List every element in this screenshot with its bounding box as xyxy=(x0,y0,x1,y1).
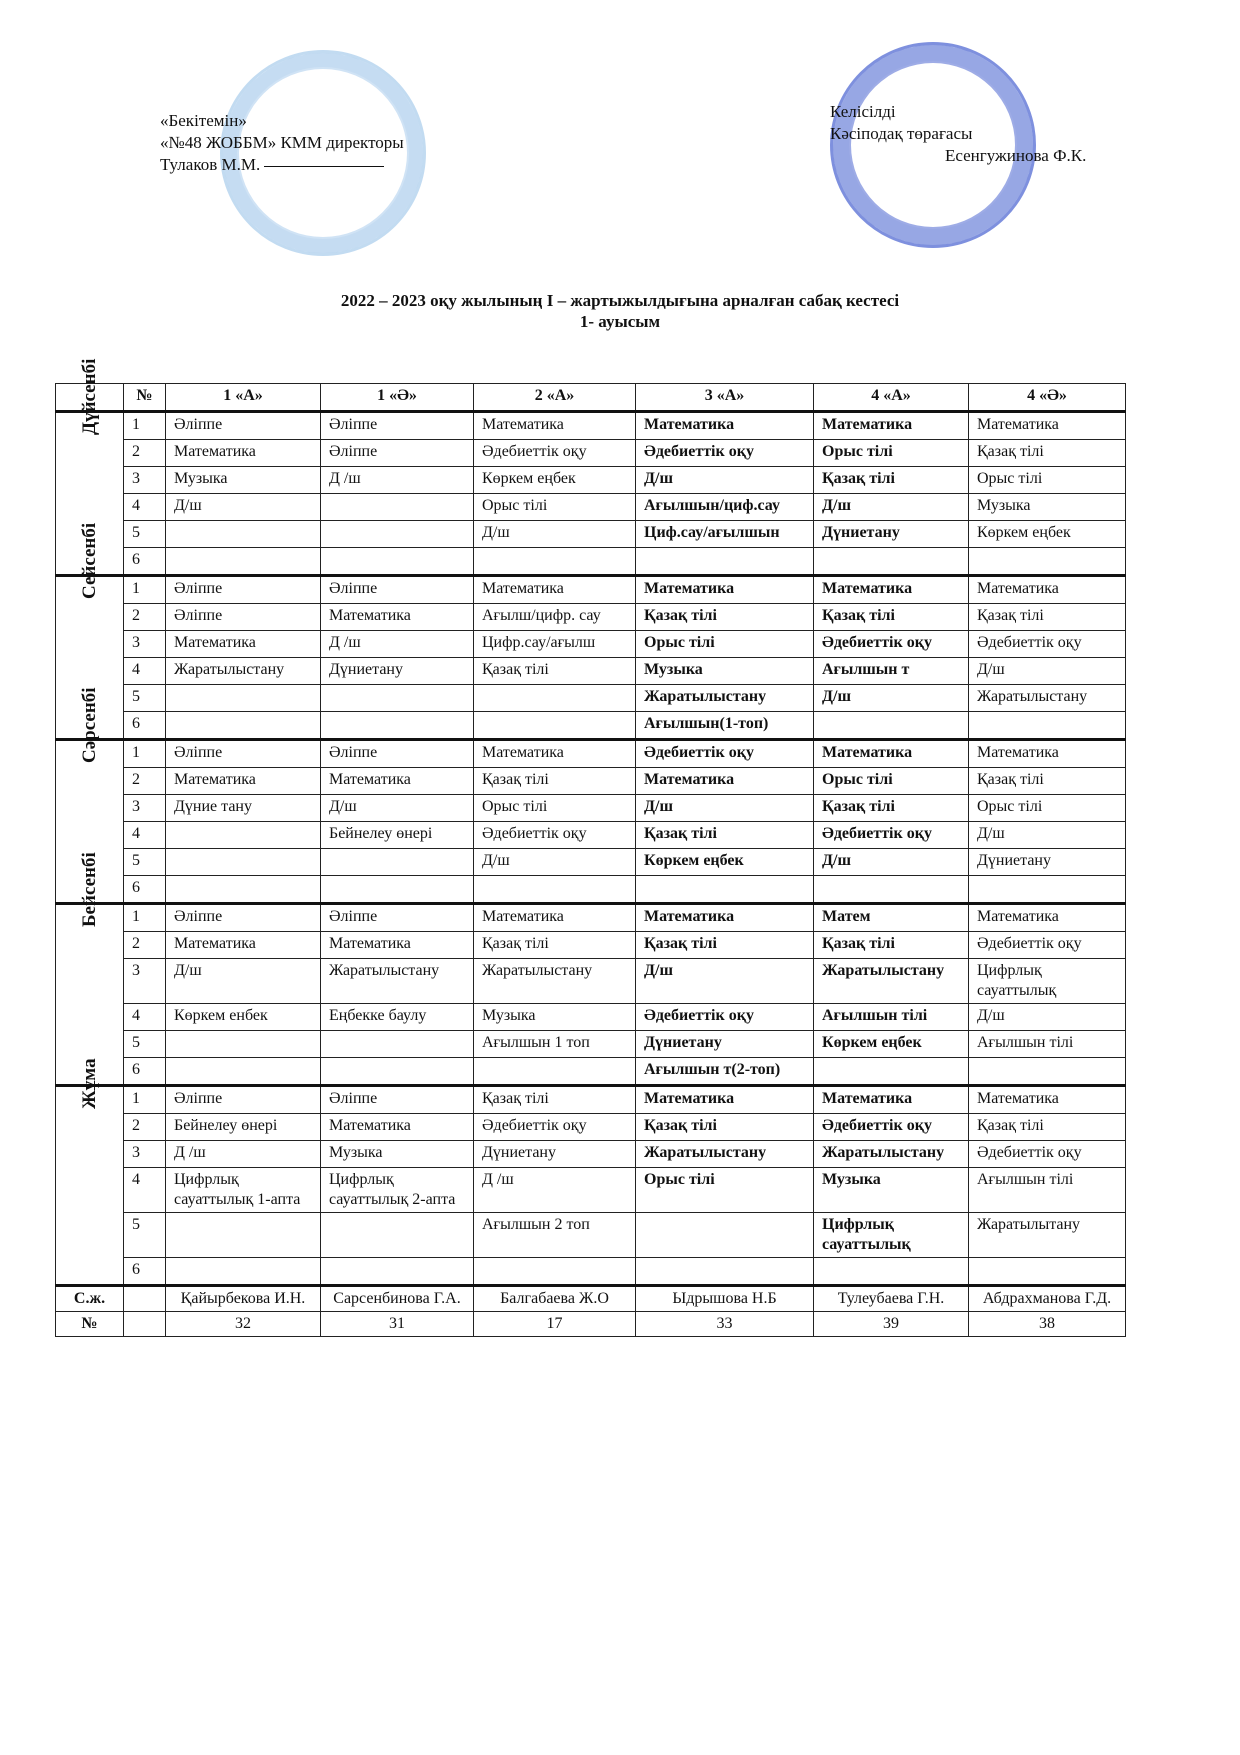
lesson-number: 3 xyxy=(124,1141,166,1168)
lesson-cell xyxy=(474,1058,636,1086)
lesson-cell: Д /ш xyxy=(474,1168,636,1213)
lesson-cell: Әдебиеттік оқу xyxy=(969,1141,1126,1168)
lesson-cell: Жаратылыстану xyxy=(166,658,321,685)
lesson-cell: Матем xyxy=(814,904,969,932)
lesson-cell: Д/ш xyxy=(969,1004,1126,1031)
lesson-cell: Математика xyxy=(321,932,474,959)
lesson-cell: Орыс тілі xyxy=(969,467,1126,494)
lesson-cell: Ағылшын тілі xyxy=(814,1004,969,1031)
lesson-cell: Қазақ тілі xyxy=(969,1114,1126,1141)
lesson-cell: Бейнелеу өнері xyxy=(166,1114,321,1141)
lesson-row xyxy=(56,1058,1126,1086)
lesson-cell xyxy=(166,1058,321,1086)
lesson-cell: Әдебиеттік оқу xyxy=(969,631,1126,658)
num-header: № xyxy=(124,384,166,412)
room-cell: 17 xyxy=(474,1312,636,1337)
lesson-cell xyxy=(474,1258,636,1286)
lesson-cell: Д/ш xyxy=(814,494,969,521)
lesson-cell: Математика xyxy=(636,768,814,795)
lesson-cell: Дүниетану xyxy=(474,1141,636,1168)
approve-line: «Бекітемін» xyxy=(160,111,247,130)
lesson-number: 1 xyxy=(124,412,166,440)
shift-line: 1- ауысым xyxy=(579,312,661,331)
lesson-row xyxy=(56,1213,1126,1258)
lesson-number: 5 xyxy=(124,1213,166,1258)
lesson-number: 3 xyxy=(124,959,166,1004)
lesson-cell: Әліппе xyxy=(321,904,474,932)
lesson-row xyxy=(56,412,1126,440)
lesson-cell xyxy=(321,1058,474,1086)
room-row xyxy=(56,1312,1126,1337)
lesson-cell: Дүние тану xyxy=(166,795,321,822)
day-label: Жұма xyxy=(78,1058,100,1109)
lesson-cell: Д/ш xyxy=(321,795,474,822)
class-header: 3 «А» xyxy=(636,384,814,412)
room-cell: 38 xyxy=(969,1312,1126,1337)
lesson-cell xyxy=(321,1213,474,1258)
lesson-cell: Әдебиеттік оқу xyxy=(814,822,969,849)
lesson-cell: Математика xyxy=(814,740,969,768)
lesson-cell: Циф.сау/ағылшын xyxy=(636,521,814,548)
lesson-number: 4 xyxy=(124,658,166,685)
lesson-cell: Әдебиеттік оқу xyxy=(474,822,636,849)
lesson-cell: Ағылшын 2 топ xyxy=(474,1213,636,1258)
lesson-cell xyxy=(969,876,1126,904)
lesson-cell: Математика xyxy=(969,904,1126,932)
lesson-cell: Математика xyxy=(814,412,969,440)
class-header: 4 «А» xyxy=(814,384,969,412)
lesson-cell: Ағылш/цифр. сау xyxy=(474,604,636,631)
lesson-cell: Қазақ тілі xyxy=(474,658,636,685)
lesson-cell: Ағылшын(1-топ) xyxy=(636,712,814,740)
lesson-number: 3 xyxy=(124,795,166,822)
lesson-cell: Орыс тілі xyxy=(814,768,969,795)
lesson-cell: Қазақ тілі xyxy=(969,768,1126,795)
lesson-cell xyxy=(636,1258,814,1286)
lesson-row xyxy=(56,795,1126,822)
lesson-cell: Әліппе xyxy=(321,576,474,604)
lesson-cell: Орыс тілі xyxy=(814,440,969,467)
lesson-cell: Музыка xyxy=(321,1141,474,1168)
lesson-cell: Д/ш xyxy=(969,822,1126,849)
lesson-row xyxy=(56,440,1126,467)
lesson-cell: Әліппе xyxy=(166,904,321,932)
lesson-cell: Бейнелеу өнері xyxy=(321,822,474,849)
title-line: 2022 – 2023 оқу жылының І – жартыжылдығына арналған сабақ кестесі xyxy=(340,291,900,310)
lesson-row xyxy=(56,1114,1126,1141)
day-label: Дүйсенбі xyxy=(78,358,100,435)
lesson-cell: Музыка xyxy=(969,494,1126,521)
lesson-number: 2 xyxy=(124,932,166,959)
lesson-cell: Қазақ тілі xyxy=(474,768,636,795)
lesson-cell: Әліппе xyxy=(166,412,321,440)
lesson-cell: Жаратылытану xyxy=(969,1213,1126,1258)
lesson-cell xyxy=(166,1258,321,1286)
lesson-cell: Математика xyxy=(166,932,321,959)
lesson-cell: Дүниетану xyxy=(969,849,1126,876)
lesson-cell xyxy=(166,876,321,904)
lesson-number: 1 xyxy=(124,1086,166,1114)
lesson-cell: Математика xyxy=(636,412,814,440)
lesson-cell: Әдебиеттік оқу xyxy=(969,932,1126,959)
lesson-cell xyxy=(814,876,969,904)
lesson-row xyxy=(56,904,1126,932)
lesson-cell: Әліппе xyxy=(166,604,321,631)
lesson-cell xyxy=(166,685,321,712)
lesson-row xyxy=(56,604,1126,631)
lesson-cell: Қазақ тілі xyxy=(636,1114,814,1141)
lesson-cell: Әліппе xyxy=(321,1086,474,1114)
lesson-cell xyxy=(321,685,474,712)
lesson-cell: Әдебиеттік оқу xyxy=(636,1004,814,1031)
lesson-cell xyxy=(166,1213,321,1258)
lesson-cell: Цифрлық сауаттылық xyxy=(969,959,1126,1004)
lesson-cell: Әліппе xyxy=(166,576,321,604)
lesson-cell: Көркем еңбек xyxy=(474,467,636,494)
lesson-cell: Қазақ тілі xyxy=(814,932,969,959)
lesson-cell: Математика xyxy=(814,576,969,604)
lesson-cell xyxy=(969,548,1126,576)
room-cell: 39 xyxy=(814,1312,969,1337)
lesson-number: 3 xyxy=(124,631,166,658)
lesson-row xyxy=(56,768,1126,795)
lesson-cell xyxy=(814,1258,969,1286)
lesson-row xyxy=(56,494,1126,521)
lesson-cell: Математика xyxy=(636,1086,814,1114)
lesson-cell: Музыка xyxy=(636,658,814,685)
lesson-cell: Қазақ тілі xyxy=(814,604,969,631)
lesson-number: 1 xyxy=(124,740,166,768)
lesson-row xyxy=(56,548,1126,576)
lesson-cell: Көркем еңбек xyxy=(636,849,814,876)
lesson-cell: Әдебиеттік оқу xyxy=(814,631,969,658)
lesson-number: 4 xyxy=(124,822,166,849)
lesson-row xyxy=(56,1258,1126,1286)
lesson-row xyxy=(56,876,1126,904)
lesson-cell: Цифрлық сауаттылық 1-апта xyxy=(166,1168,321,1213)
lesson-cell: Әдебиеттік оқу xyxy=(474,440,636,467)
lesson-cell: Орыс тілі xyxy=(474,494,636,521)
lesson-cell: Дүниетану xyxy=(636,1031,814,1058)
approval-block xyxy=(160,110,404,176)
lesson-number: 5 xyxy=(124,521,166,548)
lesson-cell: Д/ш xyxy=(636,959,814,1004)
lesson-cell: Көркем енбек xyxy=(166,1004,321,1031)
lesson-row xyxy=(56,631,1126,658)
lesson-cell: Жаратылыстану xyxy=(969,685,1126,712)
lesson-cell xyxy=(969,1258,1126,1286)
lesson-cell xyxy=(474,685,636,712)
lesson-cell: Д/ш xyxy=(814,849,969,876)
lesson-cell: Ағылшын т xyxy=(814,658,969,685)
teacher-label: С.ж. xyxy=(56,1286,124,1312)
lesson-cell: Математика xyxy=(969,576,1126,604)
lesson-cell: Математика xyxy=(321,1114,474,1141)
lesson-cell xyxy=(969,1058,1126,1086)
lesson-cell: Д/ш xyxy=(166,494,321,521)
lesson-cell: Дүниетану xyxy=(321,658,474,685)
lesson-cell xyxy=(321,548,474,576)
lesson-cell xyxy=(166,521,321,548)
lesson-cell: Жаратылыстану xyxy=(636,1141,814,1168)
lesson-number: 4 xyxy=(124,494,166,521)
header-row xyxy=(56,384,1126,412)
lesson-cell: Д/ш xyxy=(474,521,636,548)
lesson-cell: Қазақ тілі xyxy=(814,795,969,822)
lesson-cell: Математика xyxy=(474,576,636,604)
lesson-number: 2 xyxy=(124,1114,166,1141)
lesson-number: 4 xyxy=(124,1004,166,1031)
empty-cell xyxy=(124,1312,166,1337)
lesson-row xyxy=(56,521,1126,548)
lesson-cell: Әліппе xyxy=(321,740,474,768)
room-label: № xyxy=(56,1312,124,1337)
teacher-cell: Ыдрышова Н.Б xyxy=(636,1286,814,1312)
lesson-number: 6 xyxy=(124,712,166,740)
lesson-cell xyxy=(474,876,636,904)
lesson-cell xyxy=(166,1031,321,1058)
lesson-cell: Математика xyxy=(166,768,321,795)
lesson-cell: Математика xyxy=(321,604,474,631)
lesson-cell: Д/ш xyxy=(636,467,814,494)
lesson-cell: Ағылшын 1 топ xyxy=(474,1031,636,1058)
schedule-table xyxy=(55,358,1126,1337)
lesson-cell: Д /ш xyxy=(321,467,474,494)
signature-line xyxy=(264,165,384,167)
lesson-cell: Д/ш xyxy=(969,658,1126,685)
lesson-cell: Математика xyxy=(474,412,636,440)
lesson-row xyxy=(56,1004,1126,1031)
lesson-cell: Ағылшын/циф.сау xyxy=(636,494,814,521)
lesson-cell: Ағылшын тілі xyxy=(969,1031,1126,1058)
class-header: 1 «А» xyxy=(166,384,321,412)
room-cell: 33 xyxy=(636,1312,814,1337)
lesson-row xyxy=(56,932,1126,959)
lesson-cell xyxy=(321,521,474,548)
lesson-cell: Математика xyxy=(969,740,1126,768)
lesson-cell xyxy=(321,876,474,904)
lesson-cell: Әліппе xyxy=(166,740,321,768)
lesson-cell xyxy=(321,494,474,521)
lesson-cell: Әліппе xyxy=(321,412,474,440)
lesson-cell: Қазақ тілі xyxy=(474,932,636,959)
lesson-cell: Көркем еңбек xyxy=(814,1031,969,1058)
lesson-cell: Қазақ тілі xyxy=(636,932,814,959)
lesson-cell: Д/ш xyxy=(636,795,814,822)
lesson-number: 1 xyxy=(124,904,166,932)
lesson-row xyxy=(56,822,1126,849)
lesson-number: 5 xyxy=(124,1031,166,1058)
lesson-cell: Көркем еңбек xyxy=(969,521,1126,548)
lesson-cell xyxy=(474,712,636,740)
lesson-number: 6 xyxy=(124,1058,166,1086)
lesson-cell: Әдебиеттік оқу xyxy=(814,1114,969,1141)
lesson-cell: Цифрлық сауаттылық xyxy=(814,1213,969,1258)
lesson-cell: Д /ш xyxy=(166,1141,321,1168)
lesson-cell: Музыка xyxy=(166,467,321,494)
day-label: Сейсенбі xyxy=(78,522,100,599)
teacher-cell: Тулеубаева Г.Н. xyxy=(814,1286,969,1312)
lesson-cell: Д/ш xyxy=(474,849,636,876)
lesson-row xyxy=(56,658,1126,685)
lesson-row xyxy=(56,685,1126,712)
lesson-cell: Математика xyxy=(474,904,636,932)
lesson-row xyxy=(56,576,1126,604)
lesson-cell xyxy=(814,548,969,576)
agree-line: Кәсіподақ төрағасы xyxy=(830,124,973,143)
lesson-cell: Жаратылыстану xyxy=(814,959,969,1004)
lesson-cell: Қазақ тілі xyxy=(636,822,814,849)
lesson-number: 2 xyxy=(124,768,166,795)
lesson-cell: Математика xyxy=(636,576,814,604)
lesson-row xyxy=(56,740,1126,768)
room-cell: 31 xyxy=(321,1312,474,1337)
lesson-cell xyxy=(321,849,474,876)
lesson-cell: Еңбекке баулу xyxy=(321,1004,474,1031)
lesson-cell: Әдебиеттік оқу xyxy=(474,1114,636,1141)
empty-cell xyxy=(124,1286,166,1312)
lesson-cell: Математика xyxy=(636,904,814,932)
lesson-row xyxy=(56,1141,1126,1168)
lesson-row xyxy=(56,1031,1126,1058)
lesson-number: 4 xyxy=(124,1168,166,1213)
lesson-cell: Әдебиеттік оқу xyxy=(636,740,814,768)
lesson-cell: Математика xyxy=(166,440,321,467)
lesson-cell xyxy=(474,548,636,576)
lesson-cell: Д /ш xyxy=(321,631,474,658)
lesson-cell xyxy=(969,712,1126,740)
lesson-cell: Музыка xyxy=(474,1004,636,1031)
lesson-cell xyxy=(321,1031,474,1058)
lesson-number: 6 xyxy=(124,876,166,904)
approve-line: «№48 ЖОББМ» КММ директоры xyxy=(160,133,404,152)
union-chair-name: Есенгужинова Ф.К. xyxy=(945,146,1087,165)
lesson-cell: Математика xyxy=(969,1086,1126,1114)
lesson-cell: Д/ш xyxy=(166,959,321,1004)
lesson-cell: Орыс тілі xyxy=(636,1168,814,1213)
lesson-cell: Жаратылыстану xyxy=(636,685,814,712)
lesson-cell: Цифрлық сауаттылық 2-апта xyxy=(321,1168,474,1213)
lesson-number: 2 xyxy=(124,604,166,631)
lesson-cell: Әліппе xyxy=(321,440,474,467)
lesson-cell: Математика xyxy=(321,768,474,795)
lesson-cell: Жаратылыстану xyxy=(814,1141,969,1168)
lesson-number: 3 xyxy=(124,467,166,494)
teacher-cell: Абдрахманова Г.Д. xyxy=(969,1286,1126,1312)
lesson-cell xyxy=(321,1258,474,1286)
lesson-cell xyxy=(166,712,321,740)
lesson-row xyxy=(56,849,1126,876)
lesson-cell: Әдебиеттік оқу xyxy=(636,440,814,467)
lesson-row xyxy=(56,1086,1126,1114)
day-label: Сәрсенбі xyxy=(78,687,100,763)
lesson-cell xyxy=(166,849,321,876)
lesson-cell xyxy=(321,712,474,740)
lesson-number: 6 xyxy=(124,1258,166,1286)
document-title xyxy=(0,290,1240,332)
lesson-cell: Музыка xyxy=(814,1168,969,1213)
lesson-cell: Қазақ тілі xyxy=(636,604,814,631)
lesson-row xyxy=(56,712,1126,740)
lesson-cell: Цифр.сау/ағылш xyxy=(474,631,636,658)
lesson-row xyxy=(56,467,1126,494)
day-cell xyxy=(56,1058,124,1286)
lesson-cell xyxy=(166,822,321,849)
room-cell: 32 xyxy=(166,1312,321,1337)
class-header: 1 «Ә» xyxy=(321,384,474,412)
lesson-cell: Қазақ тілі xyxy=(969,440,1126,467)
lesson-cell xyxy=(636,548,814,576)
lesson-cell: Орыс тілі xyxy=(474,795,636,822)
class-header: 2 «А» xyxy=(474,384,636,412)
lesson-cell xyxy=(814,712,969,740)
lesson-cell xyxy=(636,1213,814,1258)
lesson-cell: Әліппе xyxy=(166,1086,321,1114)
director-name: Тулаков М.М. xyxy=(160,155,261,174)
lesson-number: 5 xyxy=(124,685,166,712)
lesson-cell: Ағылшын тілі xyxy=(969,1168,1126,1213)
lesson-row xyxy=(56,959,1126,1004)
class-header: 4 «Ә» xyxy=(969,384,1126,412)
lesson-number: 5 xyxy=(124,849,166,876)
lesson-cell: Дүниетану xyxy=(814,521,969,548)
lesson-cell: Математика xyxy=(166,631,321,658)
lesson-cell: Д/ш xyxy=(814,685,969,712)
lesson-cell: Математика xyxy=(814,1086,969,1114)
lesson-number: 6 xyxy=(124,548,166,576)
lesson-cell: Қазақ тілі xyxy=(474,1086,636,1114)
lesson-cell xyxy=(166,548,321,576)
agree-line: Келісілді xyxy=(830,102,896,121)
day-label: Бейсенбі xyxy=(78,852,100,927)
teacher-cell: Қайырбекова И.Н. xyxy=(166,1286,321,1312)
lesson-row xyxy=(56,1168,1126,1213)
lesson-cell: Математика xyxy=(474,740,636,768)
teacher-row xyxy=(56,1286,1126,1312)
lesson-cell: Математика xyxy=(969,412,1126,440)
agreement-block xyxy=(830,101,1086,167)
lesson-cell: Қазақ тілі xyxy=(969,604,1126,631)
lesson-cell: Орыс тілі xyxy=(636,631,814,658)
lesson-cell: Жаратылыстану xyxy=(474,959,636,1004)
lesson-number: 1 xyxy=(124,576,166,604)
lesson-cell: Қазақ тілі xyxy=(814,467,969,494)
teacher-cell: Сарсенбинова Г.А. xyxy=(321,1286,474,1312)
lesson-cell: Орыс тілі xyxy=(969,795,1126,822)
lesson-cell: Жаратылыстану xyxy=(321,959,474,1004)
teacher-cell: Балгабаева Ж.О xyxy=(474,1286,636,1312)
lesson-number: 2 xyxy=(124,440,166,467)
lesson-cell: Ағылшын т(2-топ) xyxy=(636,1058,814,1086)
lesson-cell xyxy=(636,876,814,904)
lesson-cell xyxy=(814,1058,969,1086)
